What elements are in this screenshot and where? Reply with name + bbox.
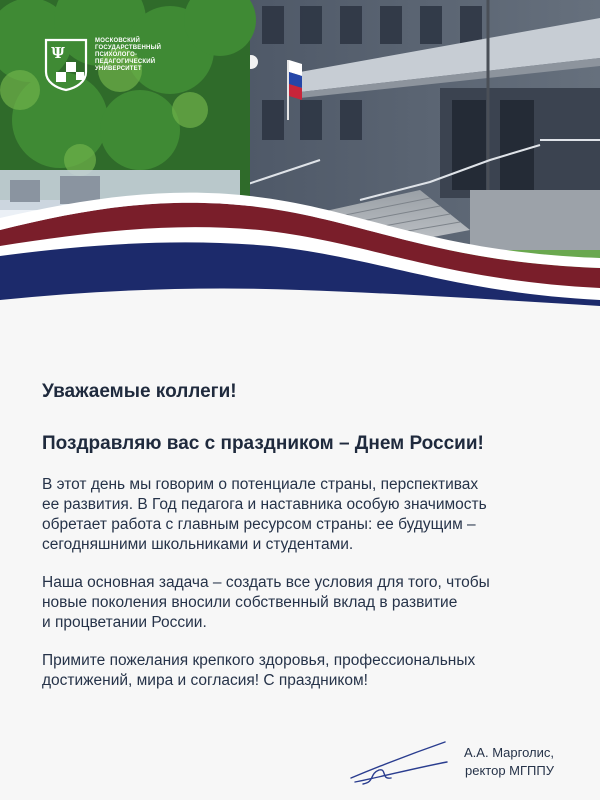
letter-body (42, 380, 562, 691)
signatory-title: ректор МГППУ (465, 763, 554, 778)
letter-paragraph: Наша основная задача – создать все условия для того, чтобы новые поколения вносили собственный вклад в развитие и процветании России. (42, 574, 490, 631)
logo-line: УНИВЕРСИТЕТ (95, 66, 142, 72)
logo-line: МОСКОВСКИЙ (95, 38, 141, 44)
university-logo (44, 38, 175, 92)
greeting-heading: Уважаемые коллеги! (42, 381, 237, 402)
signatory-name: А.А. Марголис, (464, 745, 554, 760)
logo-line: ПЕДАГОГИЧЕСКИЙ (95, 59, 156, 65)
letter-paragraph: В этот день мы говорим о потенциале страны, перспективах ее развития. В Год педагога и наставника особую значимость обретает работа с главным ресурсом страны: ее будущим – сегодняшними школьниками и студентами. (42, 476, 487, 553)
letter-paragraph: Примите пожелания крепкого здоровья, профессиональных достижений, мира и согласия! С праздником! (42, 652, 476, 689)
psi-glyph: Ψ (51, 44, 65, 62)
university-shield-logo-icon (44, 38, 88, 92)
university-name (95, 38, 175, 73)
hero-photo-banner (0, 0, 600, 360)
logo-line: ГОСУДАРСТВЕННЫЙ (95, 45, 162, 51)
handwritten-signature-icon (345, 738, 455, 790)
logo-line: ПСИХОЛОГО- (95, 52, 138, 58)
signature-block (464, 744, 554, 780)
congratulation-headline: Поздравляю вас с праздником – Днем России! (42, 433, 484, 454)
